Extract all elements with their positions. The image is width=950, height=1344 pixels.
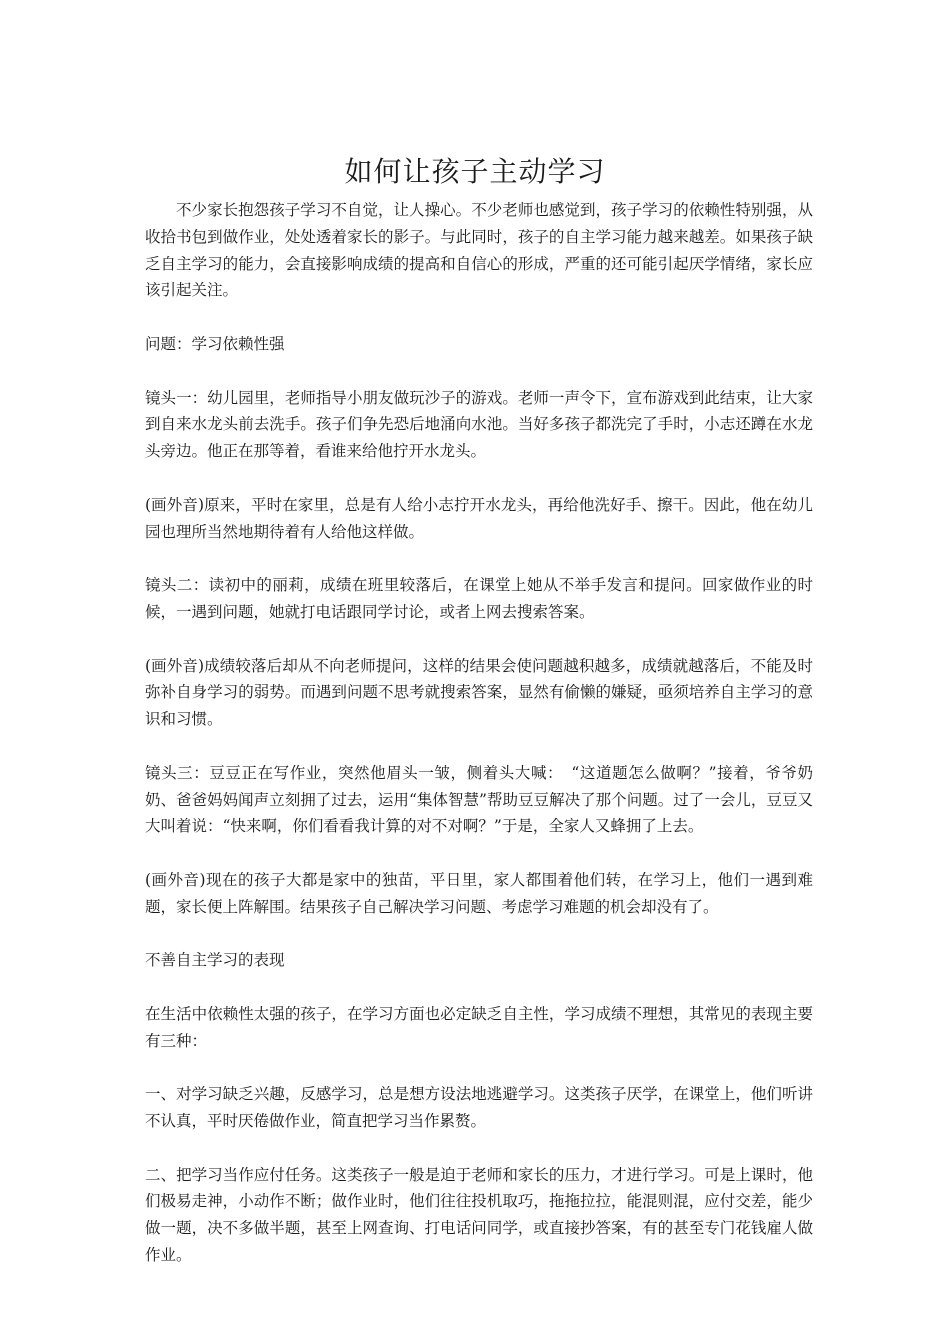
document-body bbox=[145, 197, 813, 1269]
scene-one-paragraph: 镜头一：幼儿园里，老师指导小朋友做玩沙子的游戏。老师一声令下，宣布游戏到此结束，让大家到自来水龙头前去洗手。孩子们争先恐后地涌向水池。当好多孩子都洗完了手时，小志还蹲在水龙头旁边。他正在那等着，看谁来给他拧开水龙头。 bbox=[145, 388, 813, 461]
intro-paragraph: 不少家长抱怨孩子学习不自觉，让人操心。不少老师也感觉到，孩子学习的依赖性特别强，从收拾书包到做作业，处处透着家长的影子。与此同时，孩子的自主学习能力越来越差。如果孩子缺乏自主学习的能力，会直接影响成绩的提高和自信心的形成，严重的还可能引起厌学情绪，家长应该引起关注。 bbox=[145, 201, 813, 300]
symptoms-intro-paragraph: 在生活中依赖性太强的孩子，在学习方面也必定缺乏自主性，学习成绩不理想，其常见的表现主要有三种： bbox=[145, 1004, 813, 1050]
voiceover-two-paragraph: (画外音)成绩较落后却从不向老师提问，这样的结果会使问题越积越多，成绩就越落后，不能及时弥补自身学习的弱势。而遇到问题不思考就搜索答案，显然有偷懒的嫌疑，亟须培养自主学习的意识和习惯。 bbox=[145, 656, 813, 729]
voiceover-one-paragraph: (画外音)原来，平时在家里，总是有人给小志拧开水龙头，再给他洗好手、擦干。因此，他在幼儿园也理所当然地期待着有人给他这样做。 bbox=[145, 495, 813, 541]
scene-two-paragraph: 镜头二：读初中的丽莉，成绩在班里较落后，在课堂上她从不举手发言和提问。回家做作业的时候，一遇到问题，她就打电话跟同学讨论，或者上网去搜索答案。 bbox=[145, 576, 813, 621]
document-title: 如何让孩子主动学习 bbox=[344, 155, 606, 188]
section-heading-problem: 问题：学习依赖性强 bbox=[145, 334, 285, 353]
scene-three-paragraph: 镜头三：豆豆正在写作业，突然他眉头一皱，侧着头大喊： “这道题怎么做啊？”接着，爷爷奶奶、爸爸妈妈闻声立刻拥了过去，运用“集体智慧”帮助豆豆解决了那个问题。过了一会儿，豆豆又大叫着说：“快来啊，你们看看我计算的对不对啊？”于是，全家人又蜂拥了上去。 bbox=[145, 763, 813, 836]
symptom-two-paragraph: 二、把学习当作应付任务。这类孩子一般是迫于老师和家长的压力，才进行学习。可是上课时，他们极易走神，小动作不断；做作业时，他们往往投机取巧，拖拖拉拉，能混则混，应付交差，能少做一题，决不多做半题，甚至上网查询、打电话问同学，或直接抄答案，有的甚至专门花钱雇人做作业。 bbox=[145, 1165, 813, 1265]
voiceover-three-paragraph: (画外音)现在的孩子大都是家中的独苗，平日里，家人都围着他们转，在学习上，他们一遇到难题，家长便上阵解围。结果孩子自己解决学习问题、考虑学习难题的机会却没有了。 bbox=[145, 870, 813, 916]
section-heading-symptoms: 不善自主学习的表现 bbox=[145, 951, 285, 970]
symptom-one-paragraph: 一、对学习缺乏兴趣，反感学习，总是想方设法地逃避学习。这类孩子厌学，在课堂上，他们听讲不认真，平时厌倦做作业，简直把学习当作累赘。 bbox=[145, 1085, 813, 1131]
